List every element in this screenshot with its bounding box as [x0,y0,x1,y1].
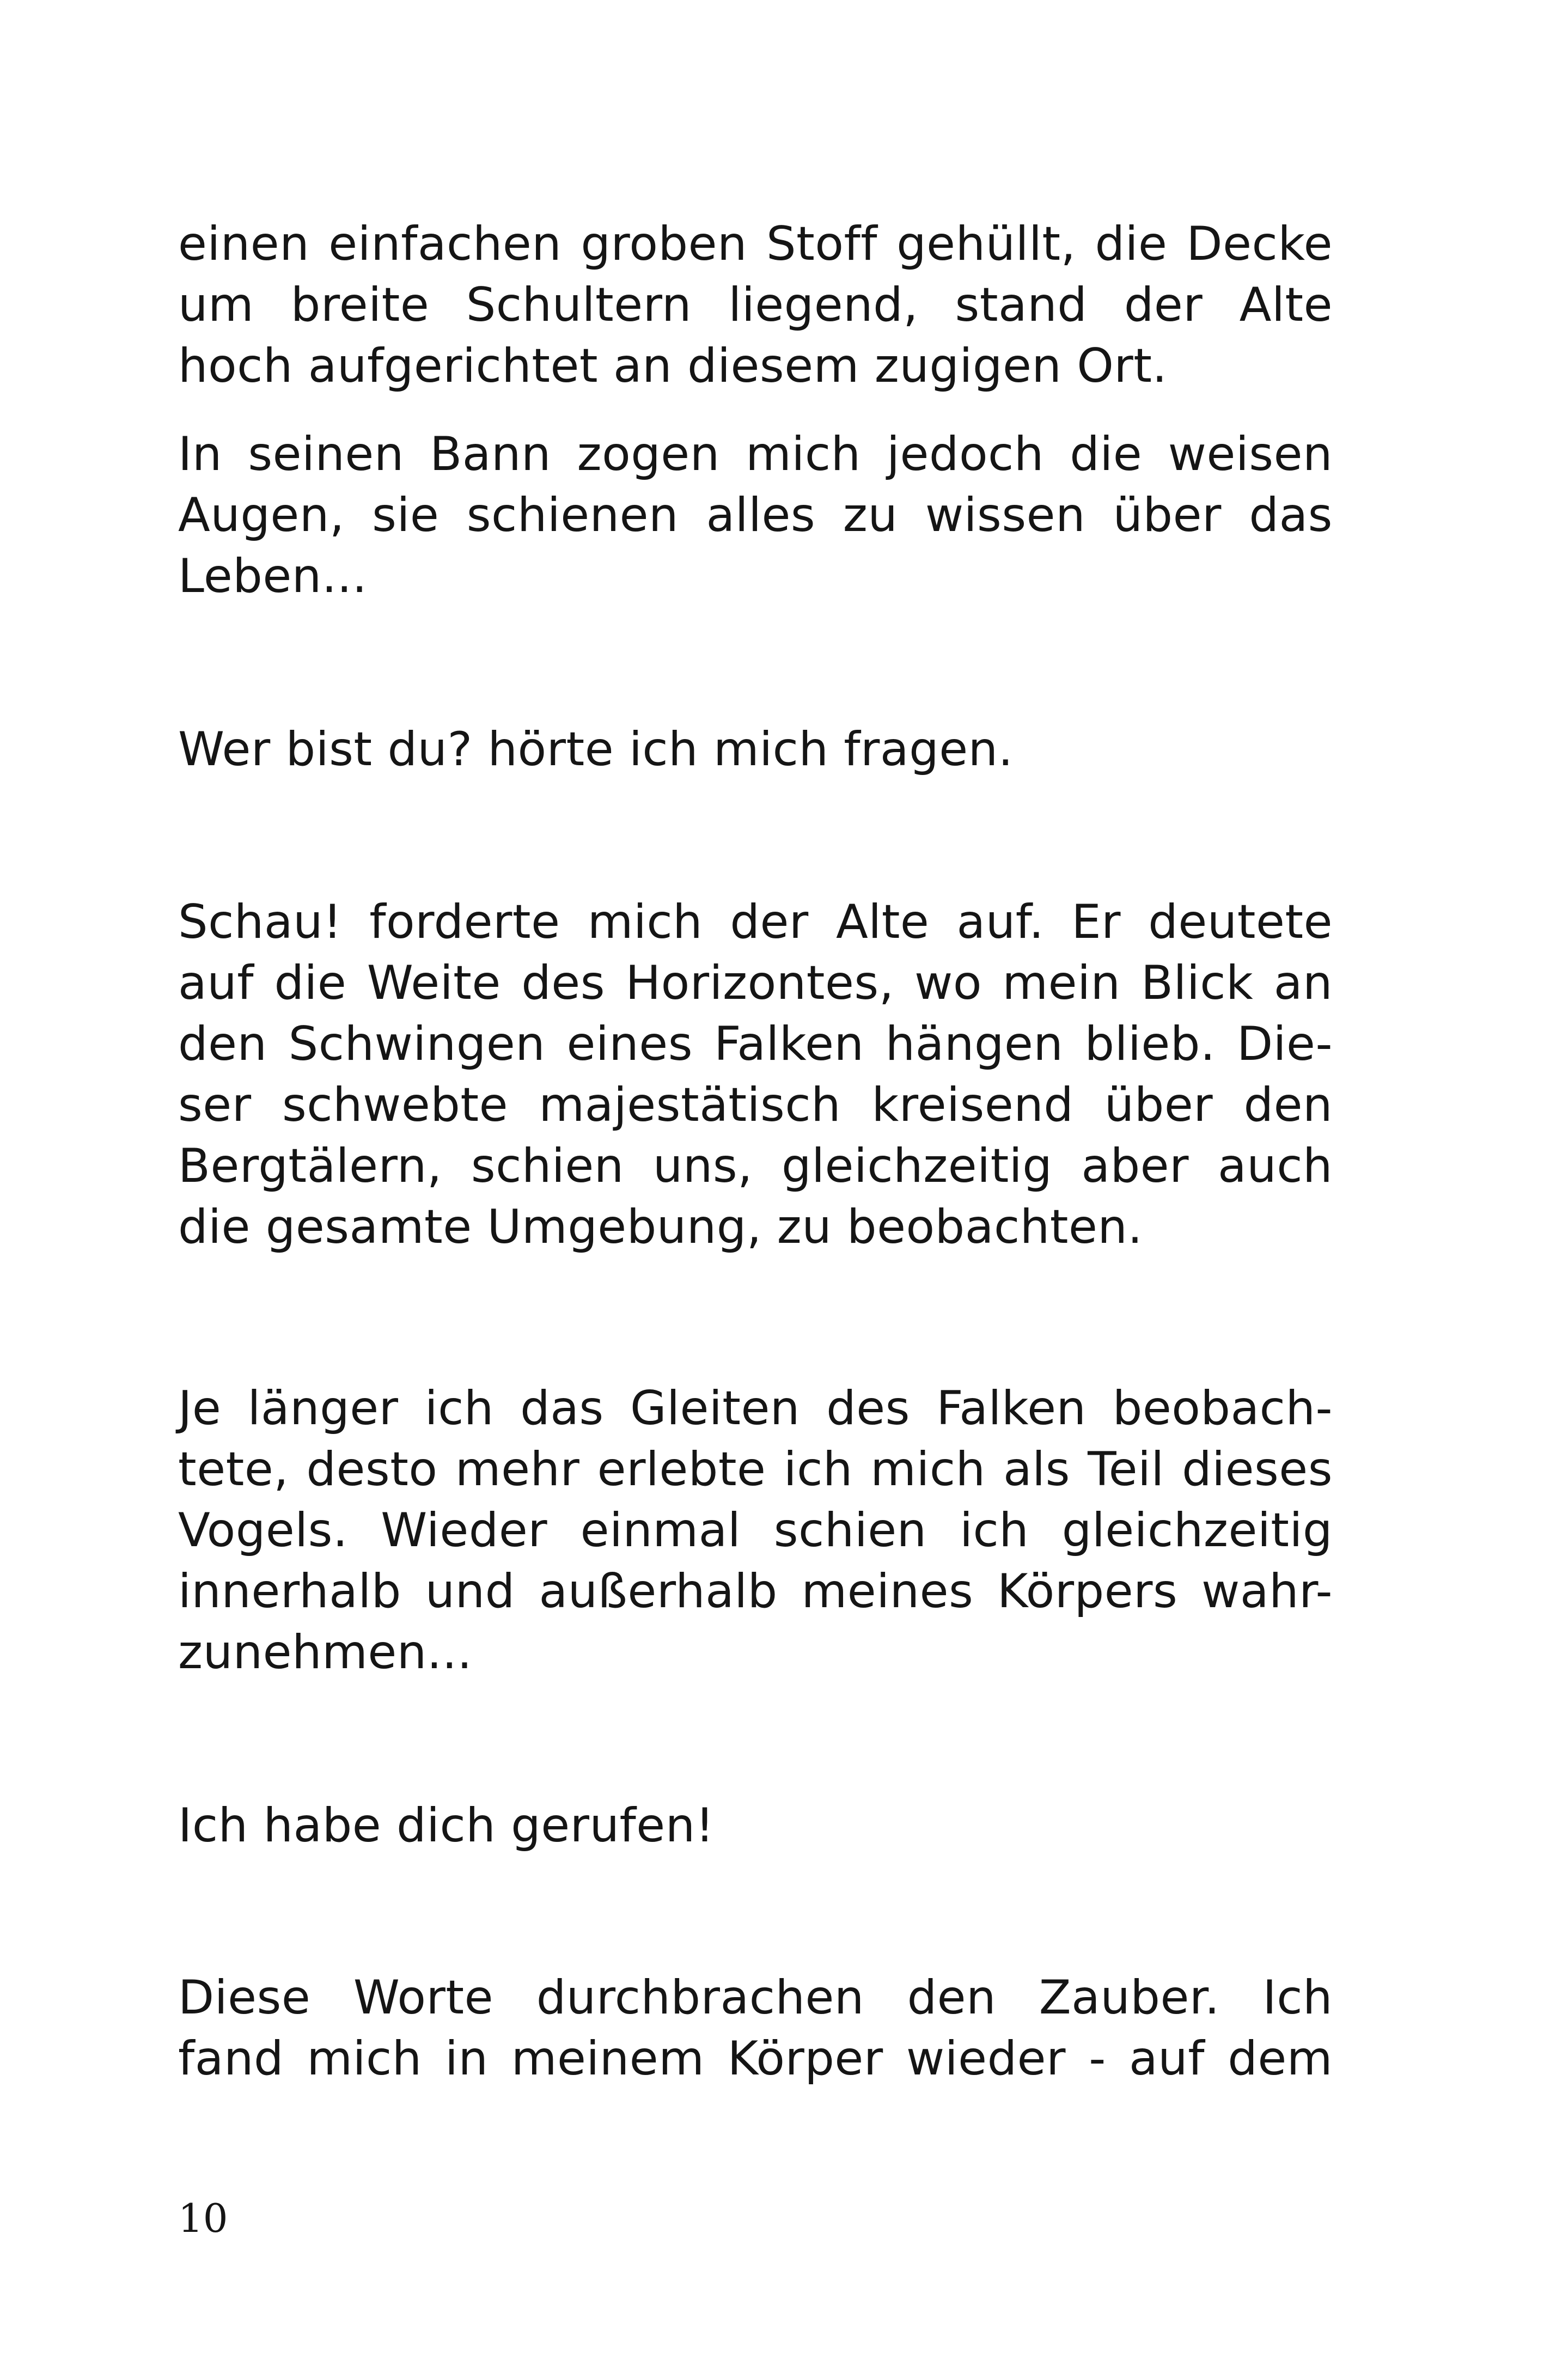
paragraph-4-line-1: Schau! forderte mich der Alte auf. Er deutete [178,895,1333,949]
page-number: 10 [178,2195,228,2241]
paragraph-2-line-1: In seinen Bann zogen mich jedoch die weisen [178,427,1333,481]
paragraph-4-line-3: den Schwingen eines Falken hängen blieb. Die- [178,1017,1333,1071]
paragraph-5-line-2: tete, desto mehr erlebte ich mich als Teil dieses [178,1442,1333,1497]
paragraph-4-line-6: die gesamte Umgebung, zu beobachten. [178,1200,1143,1254]
paragraph-2-line-2: Augen, sie schienen alles zu wissen über das [178,488,1333,542]
paragraph-1-line-2: um breite Schultern liegend, stand der Alte [178,278,1333,332]
paragraph-4-line-2: auf die Weite des Horizontes, wo mein Blick an [178,956,1333,1010]
paragraph-5-line-5: zunehmen... [178,1625,473,1680]
paragraph-7-line-2: fand mich in meinem Körper wieder - auf dem [178,2031,1333,2086]
paragraph-5-line-1: Je länger ich das Gleiten des Falken beobach- [178,1381,1333,1436]
paragraph-2-line-3: Leben... [178,549,368,603]
paragraph-5-line-3: Vogels. Wieder einmal schien ich gleichzeitig [178,1503,1333,1558]
paragraph-5-line-4: innerhalb und außerhalb meines Körpers wahr- [178,1564,1333,1619]
paragraph-3-line-1: Wer bist du? hörte ich mich fragen. [178,722,1014,777]
paragraph-4-line-5: Bergtälern, schien uns, gleichzeitig aber auch [178,1139,1333,1193]
paragraph-1-line-3: hoch aufgerichtet an diesem zugigen Ort. [178,339,1168,393]
paragraph-6-line-1: Ich habe dich gerufen! [178,1798,715,1853]
paragraph-1-line-1: einen einfachen groben Stoff gehüllt, die Decke [178,217,1333,271]
paragraph-7-line-1: Diese Worte durchbrachen den Zauber. Ich [178,1970,1333,2025]
paragraph-4-line-4: ser schwebte majestätisch kreisend über den [178,1078,1333,1132]
